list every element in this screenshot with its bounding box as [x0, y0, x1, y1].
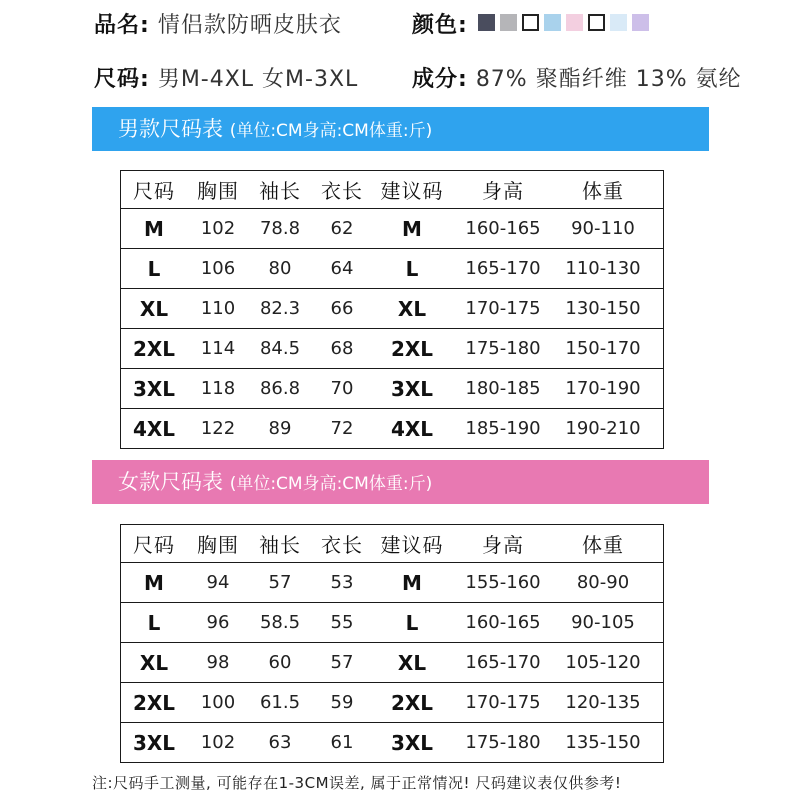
women-size-row	[121, 723, 664, 763]
men-cell: 122	[200, 418, 236, 439]
women-size-row	[121, 603, 664, 643]
women-cell: 61.5	[259, 692, 301, 713]
women-chart-unit: (单位:CM身高:CM体重:斤)	[229, 474, 433, 494]
women-cell: 3XL	[390, 730, 434, 755]
men-cell: 185-190	[465, 418, 541, 439]
women-cell: 80-90	[576, 572, 630, 593]
women-cell: 3XL	[132, 730, 176, 755]
men-cell: 110	[200, 298, 236, 319]
measurement-note: 注:尺码手工测量, 可能存在1-3CM误差, 属于正常情况! 尺码建议表仅供参考!	[92, 774, 622, 792]
women-cell: 58.5	[259, 612, 301, 633]
women-size-row	[121, 683, 664, 723]
men-cell: 84.5	[259, 338, 301, 359]
women-cell: 55	[330, 612, 354, 633]
men-cell: M	[402, 216, 422, 241]
women-cell: M	[402, 570, 422, 595]
men-cell: 165-170	[465, 258, 541, 279]
women-cell: 135-150	[565, 732, 641, 753]
color-swatch-6	[588, 14, 605, 31]
men-header-5: 建议码	[380, 179, 444, 203]
women-header-7: 体重	[582, 533, 624, 557]
women-cell: M	[144, 570, 164, 595]
women-cell: 105-120	[565, 652, 641, 673]
size-value: 男M-4XL 女M-3XL	[157, 67, 359, 92]
men-size-row	[121, 369, 664, 409]
color-swatch-7	[610, 14, 627, 31]
men-cell: 90-110	[571, 218, 635, 239]
color-label-wrap	[412, 8, 468, 39]
men-cell: 66	[330, 298, 354, 319]
men-header-7: 体重	[582, 179, 624, 203]
color-swatch-3	[522, 14, 539, 31]
men-cell: 170-190	[565, 378, 641, 399]
men-cell: 180-185	[465, 378, 541, 399]
men-cell: 106	[200, 258, 236, 279]
women-cell: 102	[200, 732, 236, 753]
women-header-1: 尺码	[133, 533, 175, 557]
men-cell: 86.8	[259, 378, 301, 399]
women-size-chart-banner	[92, 460, 709, 504]
men-cell: 2XL	[132, 336, 176, 361]
men-cell: 190-210	[565, 418, 641, 439]
women-size-row	[121, 643, 664, 683]
men-cell: XL	[397, 296, 427, 321]
women-cell: 53	[330, 572, 354, 593]
men-header-1: 尺码	[133, 179, 175, 203]
men-cell: 72	[330, 418, 354, 439]
material-label: 成分:	[412, 67, 468, 92]
men-cell: 2XL	[390, 336, 434, 361]
women-cell: 59	[330, 692, 354, 713]
women-header-2: 胸围	[197, 533, 239, 557]
color-swatch-2	[500, 14, 517, 31]
women-cell: 94	[206, 572, 230, 593]
women-cell: XL	[139, 650, 169, 675]
color-swatch-4	[544, 14, 561, 31]
women-header-5: 建议码	[380, 533, 444, 557]
women-cell: 96	[206, 612, 230, 633]
men-size-chart-banner	[92, 107, 709, 151]
men-cell: 118	[200, 378, 236, 399]
men-cell: 4XL	[390, 416, 434, 441]
women-cell: 170-175	[465, 692, 541, 713]
color-swatch-5	[566, 14, 583, 31]
women-cell: 160-165	[465, 612, 541, 633]
men-header-3: 袖长	[259, 179, 301, 203]
women-header-6: 身高	[482, 533, 524, 557]
women-cell: L	[147, 610, 161, 635]
men-cell: 102	[200, 218, 236, 239]
product-name-value: 情侣款防晒皮肤衣	[157, 13, 342, 38]
men-size-row	[121, 289, 664, 329]
women-cell: 60	[268, 652, 292, 673]
color-swatch-1	[478, 14, 495, 31]
men-cell: 170-175	[465, 298, 541, 319]
women-cell: 120-135	[565, 692, 641, 713]
men-cell: 82.3	[259, 298, 301, 319]
men-size-row	[121, 409, 664, 449]
men-chart-unit: (单位:CM身高:CM体重:斤)	[229, 121, 433, 141]
women-cell: 2XL	[132, 690, 176, 715]
men-size-row	[121, 209, 664, 249]
men-cell: 70	[330, 378, 354, 399]
men-size-row	[121, 329, 664, 369]
men-size-table	[120, 170, 664, 449]
men-cell: 114	[200, 338, 236, 359]
women-cell: 57	[268, 572, 292, 593]
women-cell: 100	[200, 692, 236, 713]
men-cell: 110-130	[565, 258, 641, 279]
men-cell: 64	[330, 258, 354, 279]
men-cell: 68	[330, 338, 354, 359]
product-size	[94, 62, 358, 93]
women-header-4: 衣长	[321, 533, 363, 557]
women-cell: 63	[268, 732, 292, 753]
men-cell: L	[147, 256, 161, 281]
women-size-table	[120, 524, 664, 763]
men-cell: 150-170	[565, 338, 641, 359]
men-cell: 175-180	[465, 338, 541, 359]
color-swatch-8	[632, 14, 649, 31]
men-header-6: 身高	[482, 179, 524, 203]
men-cell: XL	[139, 296, 169, 321]
men-cell: 130-150	[565, 298, 641, 319]
color-swatches	[478, 14, 649, 31]
women-cell: 165-170	[465, 652, 541, 673]
women-size-row	[121, 563, 664, 603]
women-cell: L	[405, 610, 419, 635]
product-material	[412, 62, 742, 93]
men-cell: L	[405, 256, 419, 281]
men-cell: 62	[330, 218, 354, 239]
men-header-4: 衣长	[321, 179, 363, 203]
women-cell: 155-160	[465, 572, 541, 593]
men-size-row	[121, 249, 664, 289]
men-cell: 89	[268, 418, 292, 439]
women-cell: 98	[206, 652, 230, 673]
product-name	[94, 8, 342, 39]
men-cell: 3XL	[390, 376, 434, 401]
men-cell: 78.8	[259, 218, 301, 239]
women-cell: XL	[397, 650, 427, 675]
women-cell: 61	[330, 732, 354, 753]
women-cell: 2XL	[390, 690, 434, 715]
men-cell: M	[144, 216, 164, 241]
women-cell: 90-105	[571, 612, 635, 633]
men-header-2: 胸围	[197, 179, 239, 203]
women-chart-title: 女款尺码表	[118, 470, 223, 494]
women-cell: 175-180	[465, 732, 541, 753]
women-header-3: 袖长	[259, 533, 301, 557]
men-cell: 3XL	[132, 376, 176, 401]
color-label: 颜色:	[412, 13, 468, 38]
men-cell: 80	[268, 258, 292, 279]
women-cell: 57	[330, 652, 354, 673]
product-name-label: 品名:	[94, 13, 150, 38]
size-label: 尺码:	[94, 67, 150, 92]
material-value: 87% 聚酯纤维 13% 氨纶	[475, 67, 742, 92]
men-chart-title: 男款尺码表	[118, 117, 223, 141]
men-cell: 160-165	[465, 218, 541, 239]
men-cell: 4XL	[132, 416, 176, 441]
